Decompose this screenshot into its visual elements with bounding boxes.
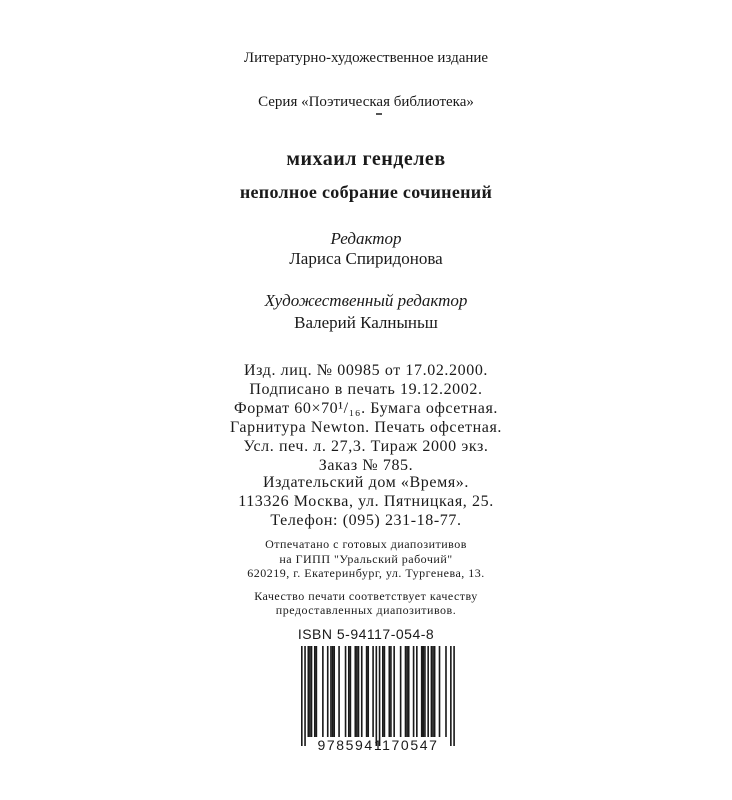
- publisher-address: 113326 Москва, ул. Пятницкая, 25.: [238, 493, 494, 510]
- barcode-bar: [421, 646, 423, 737]
- barcode-bar: [311, 646, 313, 737]
- art-editor-role: Художественный редактор: [264, 291, 468, 310]
- barcode-bar: [333, 646, 335, 737]
- barcode-bar: [379, 646, 381, 746]
- barcode-bar: [453, 646, 455, 746]
- barcode-bar: [432, 646, 434, 737]
- isbn-barcode: [292, 646, 464, 754]
- barcode-bar: [376, 646, 378, 746]
- barcode-bar: [424, 646, 426, 737]
- barcode-bar: [431, 646, 433, 737]
- book-title: неполное собрание сочинений: [239, 182, 493, 202]
- barcode-bar: [348, 646, 350, 737]
- barcode-bar: [416, 646, 418, 737]
- barcode-bar: [372, 646, 374, 737]
- barcode-bar: [330, 646, 332, 737]
- publisher-phone: Телефон: (095) 231-18-77.: [270, 512, 462, 529]
- barcode-bar: [434, 646, 436, 737]
- barcode-bar: [400, 646, 402, 737]
- printer-line-3: 620219, г. Екатеринбург, ул. Тургенева, 13.: [247, 566, 485, 580]
- barcode-bar: [354, 646, 356, 737]
- printer-line-1: Отпечатано с готовых диапозитивов: [265, 537, 467, 551]
- editor-name: Лариса Спиридонова: [289, 249, 443, 268]
- art-editor-name: Валерий Калныньш: [294, 313, 438, 332]
- barcode-bar: [314, 646, 316, 737]
- editor-role: Редактор: [330, 229, 402, 248]
- barcode-bar: [332, 646, 334, 737]
- edition-type: Литературно-художественное издание: [243, 50, 489, 66]
- barcode-digits: 9785941170547: [317, 737, 439, 753]
- book-author: михаил генделев: [286, 148, 446, 170]
- barcode-bar: [309, 646, 311, 737]
- barcode-bar: [408, 646, 410, 737]
- barcode-bar: [358, 646, 360, 737]
- signed-line: Подписано в печать 19.12.2002.: [249, 381, 483, 398]
- isbn-label: ISBN 5-94117-054-8: [297, 626, 435, 642]
- barcode-bar: [390, 646, 392, 737]
- barcode-bar: [445, 646, 447, 737]
- quality-line-1: Качество печати соответствует качеству: [254, 589, 478, 603]
- series-title: Серия «Поэтическая библиотека»: [258, 94, 474, 110]
- barcode-bar: [327, 646, 329, 737]
- publisher-name: Издательский дом «Время».: [262, 474, 469, 491]
- barcode-bar: [393, 646, 395, 737]
- barcode-bar: [423, 646, 425, 737]
- barcode-bar: [361, 646, 363, 737]
- barcode-bar: [366, 646, 368, 737]
- barcode-bar: [388, 646, 390, 737]
- barcode-bar: [427, 646, 429, 737]
- barcode-bar: [405, 646, 407, 737]
- print-mark: [376, 113, 382, 115]
- barcode-bar: [350, 646, 352, 737]
- barcode-bar: [406, 646, 408, 737]
- barcode-bar: [450, 646, 452, 746]
- printer-line-2: на ГИПП "Уральский рабочий": [279, 552, 453, 566]
- barcode-bar: [307, 646, 309, 737]
- barcode-bar: [384, 646, 386, 737]
- format-line: Формат 60×70¹/₁₆. Бумага офсетная.: [233, 400, 499, 417]
- sheets-line: Усл. печ. л. 27,3. Тираж 2000 экз.: [243, 438, 489, 455]
- order-line: Заказ № 785.: [318, 457, 414, 474]
- barcode-bar: [301, 646, 303, 746]
- barcode-bar: [316, 646, 318, 737]
- quality-line-2: предоставленных диапозитивов.: [275, 603, 457, 617]
- barcode-bar: [367, 646, 369, 737]
- typeface-line: Гарнитура Newton. Печать офсетная.: [229, 419, 503, 436]
- barcode-bar: [322, 646, 324, 737]
- barcode-bar: [338, 646, 340, 737]
- barcode-bar: [356, 646, 358, 737]
- license-line: Изд. лиц. № 00985 от 17.02.2000.: [243, 362, 489, 379]
- barcode-bar: [413, 646, 415, 737]
- barcode-bar: [345, 646, 347, 737]
- barcode-bar: [439, 646, 441, 737]
- barcode-bar: [304, 646, 306, 746]
- barcode-bar: [382, 646, 384, 737]
